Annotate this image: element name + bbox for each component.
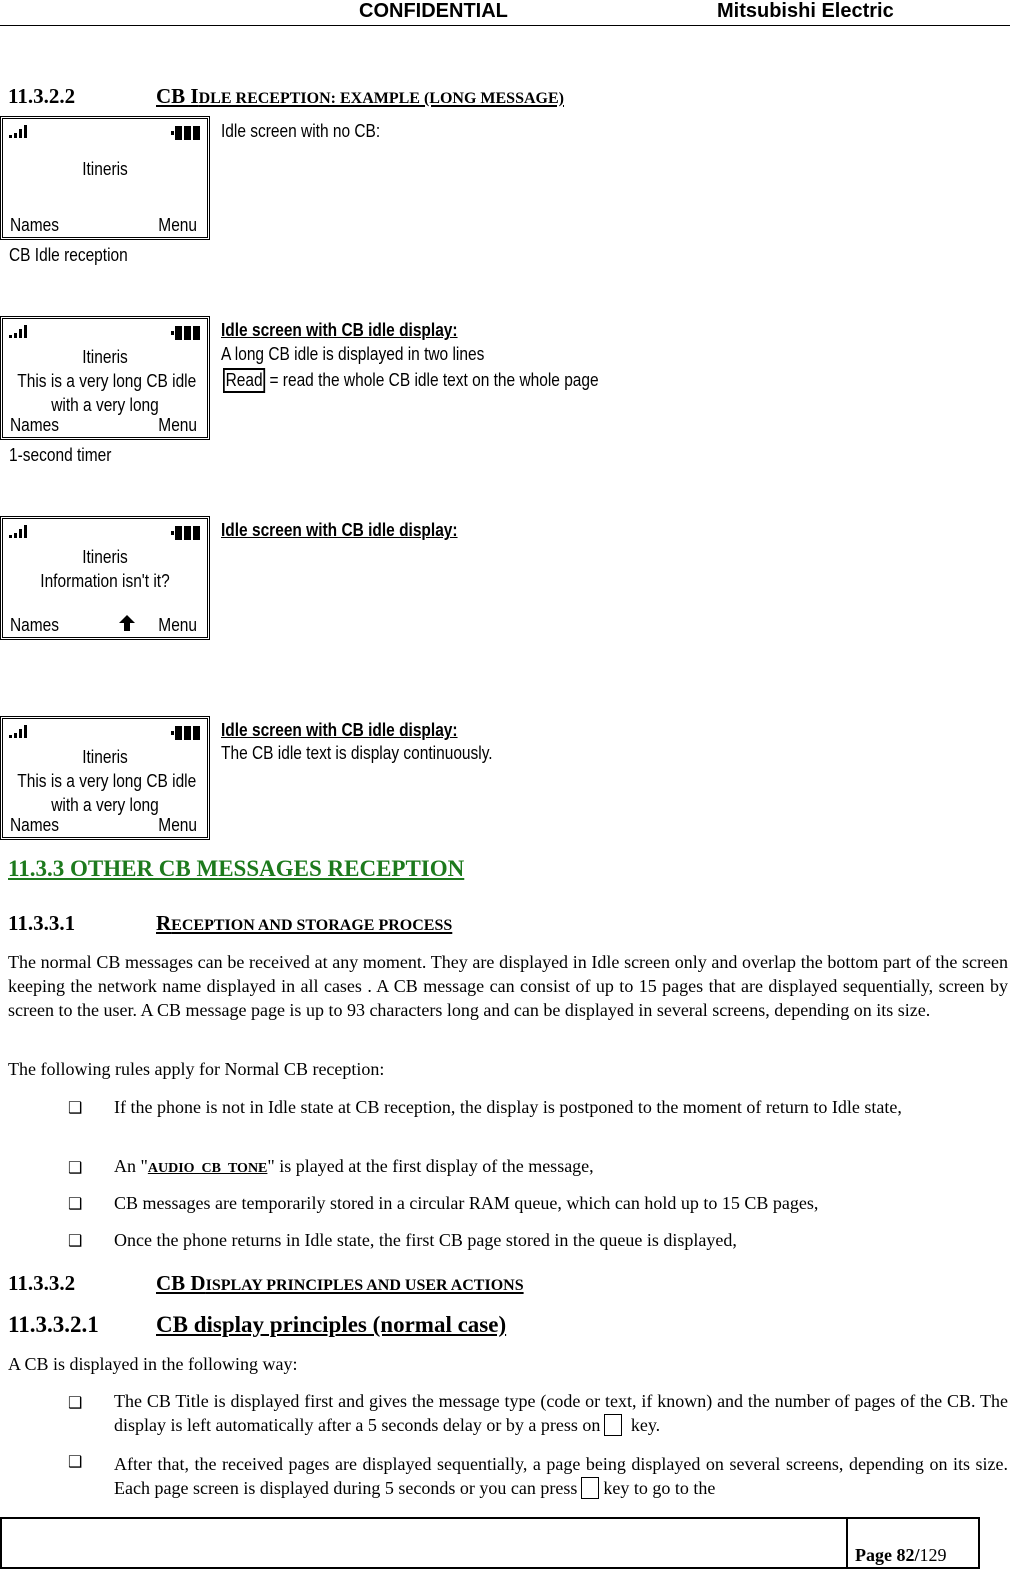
read-key: Read bbox=[223, 368, 265, 393]
signal-icon bbox=[9, 725, 31, 739]
cb-idle-line-1: Information isn't it? bbox=[40, 571, 170, 591]
cb-idle-line-2: with a very long bbox=[51, 395, 159, 415]
screen-2-read-line: Read = read the whole CB idle text on the whole page bbox=[223, 368, 599, 393]
bullet-icon: ❑ bbox=[68, 1100, 83, 1117]
bullet-icon: ❑ bbox=[68, 1454, 83, 1471]
list-item: After that, the received pages are displayed sequentially, a page being displayed on several screens, depending on its size. Each page screen is displayed during 5 seconds or you can press key to go to the bbox=[114, 1454, 1008, 1498]
section-heading-11-3-2-2: 11.3.2.2 CB IDLE RECEPTION: EXAMPLE (LONG MESSAGE) bbox=[8, 84, 564, 108]
page-footer bbox=[0, 1517, 980, 1569]
phone-screen-2 bbox=[0, 316, 210, 440]
cb-idle-line-1: This is a very long CB idle bbox=[17, 371, 197, 391]
softkey-right: Menu bbox=[158, 215, 197, 235]
bullet-icon: ❑ bbox=[68, 1233, 83, 1250]
list-item: An "AUDIO_CB_TONE" is played at the first display of the message, bbox=[114, 1156, 594, 1176]
softkey-right: Menu bbox=[158, 815, 197, 835]
softkey-right: Menu bbox=[158, 415, 197, 435]
paragraph-cb-reception: The normal CB messages can be received at any moment. They are displayed in Idle screen only and overlap the bottom part of the screen keeping the network name displayed in all cases . A CB message can consist of up to 15 pages that are displayed sequentially, screen by screen to the user. A CB message page is up to 93 characters long and can be displayed in several screens, depending on its size. bbox=[8, 952, 1008, 1020]
signal-icon bbox=[9, 125, 31, 139]
audio-cb-tone-link[interactable]: AUDIO_CB_TONE bbox=[147, 1161, 268, 1176]
paragraph-rules-intro: The following rules apply for Normal CB reception: bbox=[8, 1059, 385, 1079]
section-heading-11-3-3: 11.3.3 OTHER CB MESSAGES RECEPTION bbox=[8, 856, 465, 881]
section-heading-11-3-3-2: 11.3.3.2 CB DISPLAY PRINCIPLES AND USER ACTIONS bbox=[8, 1271, 524, 1295]
screen-1-caption: CB Idle reception bbox=[9, 245, 128, 265]
battery-icon bbox=[171, 526, 201, 540]
screen-3-desc-title: Idle screen with CB idle display: bbox=[221, 520, 458, 540]
cb-idle-line-2: with a very long bbox=[51, 795, 159, 815]
section-heading-11-3-3-2-1: 11.3.3.2.1 CB display principles (normal case) bbox=[8, 1312, 507, 1337]
footer-divider bbox=[846, 1519, 848, 1567]
network-name: Itineris bbox=[82, 347, 128, 367]
header-confidential: CONFIDENTIAL bbox=[359, 0, 508, 22]
paragraph-display-intro: A CB is displayed in the following way: bbox=[8, 1354, 298, 1374]
battery-icon bbox=[171, 726, 201, 740]
screen-2-description: A long CB idle is displayed in two lines bbox=[221, 344, 485, 364]
network-name: Itineris bbox=[82, 547, 128, 567]
phone-screen-1 bbox=[0, 116, 210, 240]
header-company: Mitsubishi Electric bbox=[717, 0, 894, 22]
up-arrow-icon bbox=[119, 615, 135, 631]
network-name: Itineris bbox=[82, 159, 128, 179]
screen-1-description: Idle screen with no CB: bbox=[221, 121, 381, 141]
screen-4-desc-title: Idle screen with CB idle display: bbox=[221, 720, 458, 740]
battery-icon bbox=[171, 326, 201, 340]
signal-icon bbox=[9, 325, 31, 339]
page-number: Page 82/129 bbox=[855, 1545, 947, 1565]
list-item: If the phone is not in Idle state at CB reception, the display is postponed to the moment of return to Idle state, bbox=[114, 1097, 902, 1117]
cb-idle-line-1: This is a very long CB idle bbox=[17, 771, 197, 791]
bullet-icon: ❑ bbox=[68, 1160, 83, 1177]
list-item: Once the phone returns in Idle state, the first CB page stored in the queue is displayed, bbox=[114, 1230, 737, 1250]
signal-icon bbox=[9, 525, 31, 539]
softkey-left: Names bbox=[10, 415, 60, 435]
softkey-left: Names bbox=[10, 815, 60, 835]
screen-4-description: The CB idle text is display continuously. bbox=[221, 743, 493, 763]
header-rule bbox=[0, 25, 1010, 26]
softkey-left: Names bbox=[10, 615, 60, 635]
list-item: CB messages are temporarily stored in a circular RAM queue, which can hold up to 15 CB pages, bbox=[114, 1193, 819, 1213]
network-name: Itineris bbox=[82, 747, 128, 767]
list-item: The CB Title is displayed first and gives the message type (code or text, if known) and the number of pages of the CB. The display is left automatically after a 5 seconds delay or by a press on key. bbox=[114, 1391, 1008, 1435]
key-icon bbox=[581, 1477, 599, 1499]
screen-2-caption: 1-second timer bbox=[9, 445, 112, 465]
softkey-right: Menu bbox=[158, 615, 197, 635]
key-icon bbox=[604, 1414, 622, 1436]
bullet-icon: ❑ bbox=[68, 1395, 83, 1412]
section-heading-11-3-3-1: 11.3.3.1 RECEPTION AND STORAGE PROCESS bbox=[8, 911, 453, 935]
softkey-left: Names bbox=[10, 215, 60, 235]
phone-screen-3 bbox=[0, 516, 210, 640]
battery-icon bbox=[171, 126, 201, 140]
screen-2-desc-title: Idle screen with CB idle display: bbox=[221, 320, 458, 340]
bullet-icon: ❑ bbox=[68, 1196, 83, 1213]
phone-screen-4 bbox=[0, 716, 210, 840]
